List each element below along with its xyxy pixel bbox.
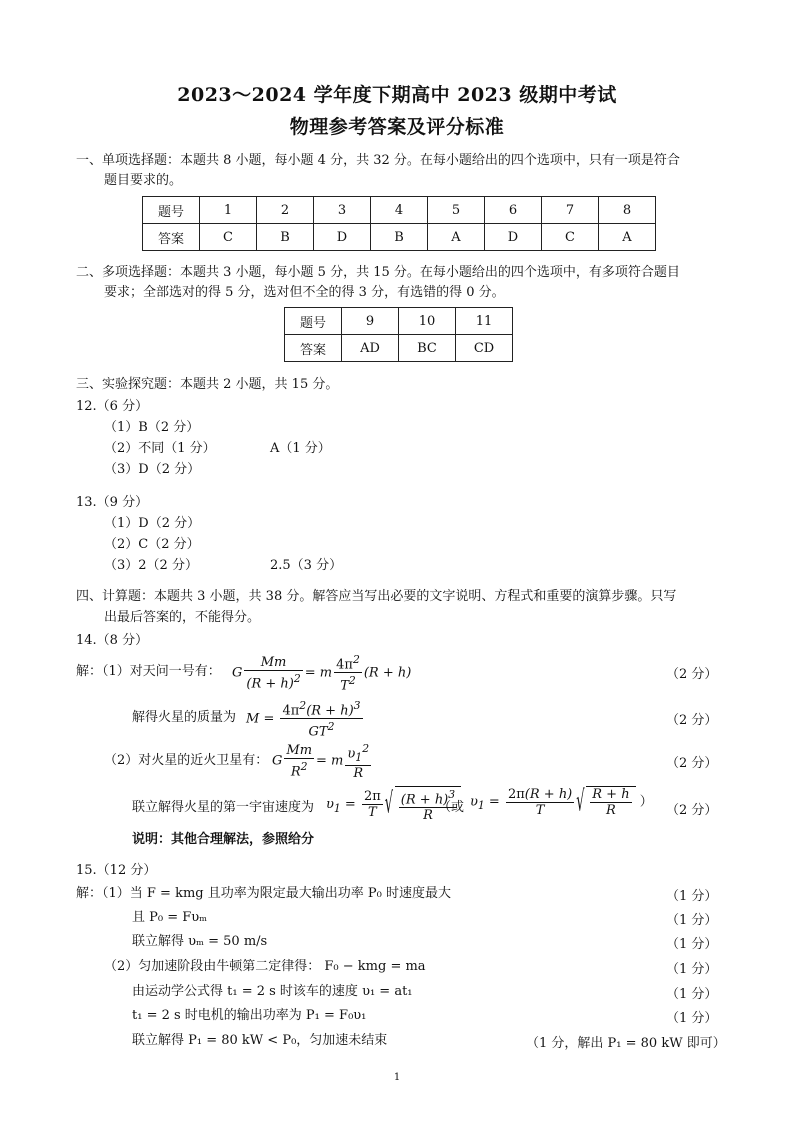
score-1: （1 分） — [666, 937, 718, 952]
score-1: （1 分） — [666, 913, 718, 928]
table-cell: CD — [456, 335, 513, 362]
question-15-header: 15.（12 分） — [76, 863, 157, 878]
question-14-header: 14.（8 分） — [76, 633, 149, 648]
table-cell-label: 答案 — [143, 224, 200, 251]
q13-part3b: 2.5（3 分） — [270, 558, 343, 573]
table-cell: 2 — [257, 197, 314, 224]
table-cell: A — [599, 224, 656, 251]
page-number: 1 — [393, 1072, 401, 1083]
section2-heading-cont: 要求；全部选对的得 5 分，选对但不全的得 3 分，有选错的得 0 分。 — [104, 285, 505, 300]
q14-equation-4-alt: $\upsilon_1$ = $\frac{2\pi(R + h)}{T}$ √ $\frac{R + h}{R}$ ） — [470, 786, 653, 818]
table-cell: 11 — [456, 308, 513, 335]
table-cell: B — [257, 224, 314, 251]
q12-part2a: （2）不同（1 分） — [104, 441, 216, 456]
table-cell: 3 — [314, 197, 371, 224]
section1-heading-cont: 题目要求的。 — [104, 173, 183, 188]
table-row-numbers — [143, 197, 656, 224]
q14-step4-label: 联立解得火星的第一宇宙速度为 — [132, 800, 315, 815]
score-2: （2 分） — [666, 756, 718, 771]
table-cell: A — [428, 224, 485, 251]
table-cell-label: 题号 — [143, 197, 200, 224]
score-1: （1 分） — [666, 987, 718, 1002]
title-line-1: 2023～2024 学年度下期高中 2023 级期中考试 — [177, 84, 617, 106]
table-cell-label: 答案 — [285, 335, 342, 362]
section4-heading-cont: 出最后答案的，不能得分。 — [104, 610, 261, 625]
q15-step3: 联立解得 υₘ = 50 m/s — [132, 934, 268, 949]
q15-step5: 由运动学公式得 t₁ = 2 s 时该车的速度 υ₁ = at₁ — [132, 984, 413, 999]
q14-note: 说明：其他合理解法，参照给分 — [132, 832, 315, 847]
q15-step1: 解：（1）当 F = kmg 且功率为限定最大输出功率 P₀ 时速度最大 — [76, 886, 451, 901]
q15-step4: （2）匀加速阶段由牛顿第二定律得： F₀ − kmg = ma — [104, 959, 426, 974]
table-row-numbers — [285, 308, 513, 335]
table-row-answers — [285, 335, 513, 362]
table-cell: C — [542, 224, 599, 251]
table-cell: 10 — [399, 308, 456, 335]
table-cell: C — [200, 224, 257, 251]
q14-equation-2: M = $\frac{4\pi^2(R + h)^3}{GT^2}$ — [246, 699, 361, 740]
score-1: （1 分） — [666, 889, 718, 904]
q14-step3-label: （2）对火星的近火卫星有： — [104, 753, 269, 768]
q15-step6: t₁ = 2 s 时电机的输出功率为 P₁ = F₀υ₁ — [132, 1008, 367, 1023]
q14-equation-4: $\upsilon_1$ = $\frac{2\pi}{T}$ √ $\frac{(R + h)^3}{R}$ — [326, 786, 461, 823]
table-cell: 8 — [599, 197, 656, 224]
section1-heading: 一、单项选择题：本题共 8 小题，每小题 4 分，共 32 分。在每小题给出的四个选项中，只有一项是符合 — [76, 153, 680, 168]
table-cell: AD — [342, 335, 399, 362]
question-12-header: 12.（6 分） — [76, 399, 149, 414]
q14-alt-open: （或 — [438, 800, 465, 815]
section2-heading: 二、多项选择题：本题共 3 小题，每小题 5 分，共 15 分。在每小题给出的四个选项中，有多项符合题目 — [76, 265, 680, 280]
score-2: （2 分） — [666, 667, 718, 682]
table-cell: 9 — [342, 308, 399, 335]
title-line-2: 物理参考答案及评分标准 — [289, 116, 505, 138]
table-cell: 4 — [371, 197, 428, 224]
single-choice-answer-table — [142, 196, 656, 251]
q14-step1-label: 解：（1）对天问一号有： — [76, 664, 221, 679]
score-1: （1 分） — [666, 962, 718, 977]
q15-step2: 且 P₀ = Fυₘ — [132, 910, 208, 925]
score-2: （2 分） — [666, 803, 718, 818]
table-cell: 5 — [428, 197, 485, 224]
score-1: （1 分） — [666, 1011, 718, 1026]
table-cell: D — [485, 224, 542, 251]
table-row-answers — [143, 224, 656, 251]
table-cell: B — [371, 224, 428, 251]
section3-heading: 三、实验探究题：本题共 2 小题，共 15 分。 — [76, 377, 339, 392]
table-cell: 6 — [485, 197, 542, 224]
q14-equation-3: G $\frac{Mm}{R^2}$ = m $\frac{\upsilon_1^2}{R}$ — [272, 742, 370, 781]
table-cell: 7 — [542, 197, 599, 224]
q15-step7: 联立解得 P₁ = 80 kW < P₀，匀加速未结束 — [132, 1033, 388, 1048]
section4-heading: 四、计算题：本题共 3 小题，共 38 分。解答应当写出必要的文字说明、方程式和重要的演算步骤。只写 — [76, 589, 677, 604]
table-cell-label: 题号 — [285, 308, 342, 335]
q14-equation-1: G $\frac{Mm}{(R + h)^2}$ = m $\frac{4\pi^2}{T^2}$ (R + h) — [232, 653, 412, 694]
score-2: （2 分） — [666, 713, 718, 728]
q13-part1: （1）D（2 分） — [104, 516, 201, 531]
q13-part3a: （3）2（2 分） — [104, 558, 198, 573]
score-last: （1 分，解出 P₁ = 80 kW 即可） — [526, 1036, 726, 1051]
question-13-header: 13.（9 分） — [76, 495, 149, 510]
q14-step2-label: 解得火星的质量为 — [132, 710, 237, 725]
table-cell: BC — [399, 335, 456, 362]
table-cell: D — [314, 224, 371, 251]
q12-part3: （3）D（2 分） — [104, 462, 201, 477]
q12-part2b: A（1 分） — [270, 441, 331, 456]
q12-part1: （1）B（2 分） — [104, 420, 200, 435]
table-cell: 1 — [200, 197, 257, 224]
q13-part2: （2）C（2 分） — [104, 537, 200, 552]
multi-choice-answer-table — [284, 307, 513, 362]
